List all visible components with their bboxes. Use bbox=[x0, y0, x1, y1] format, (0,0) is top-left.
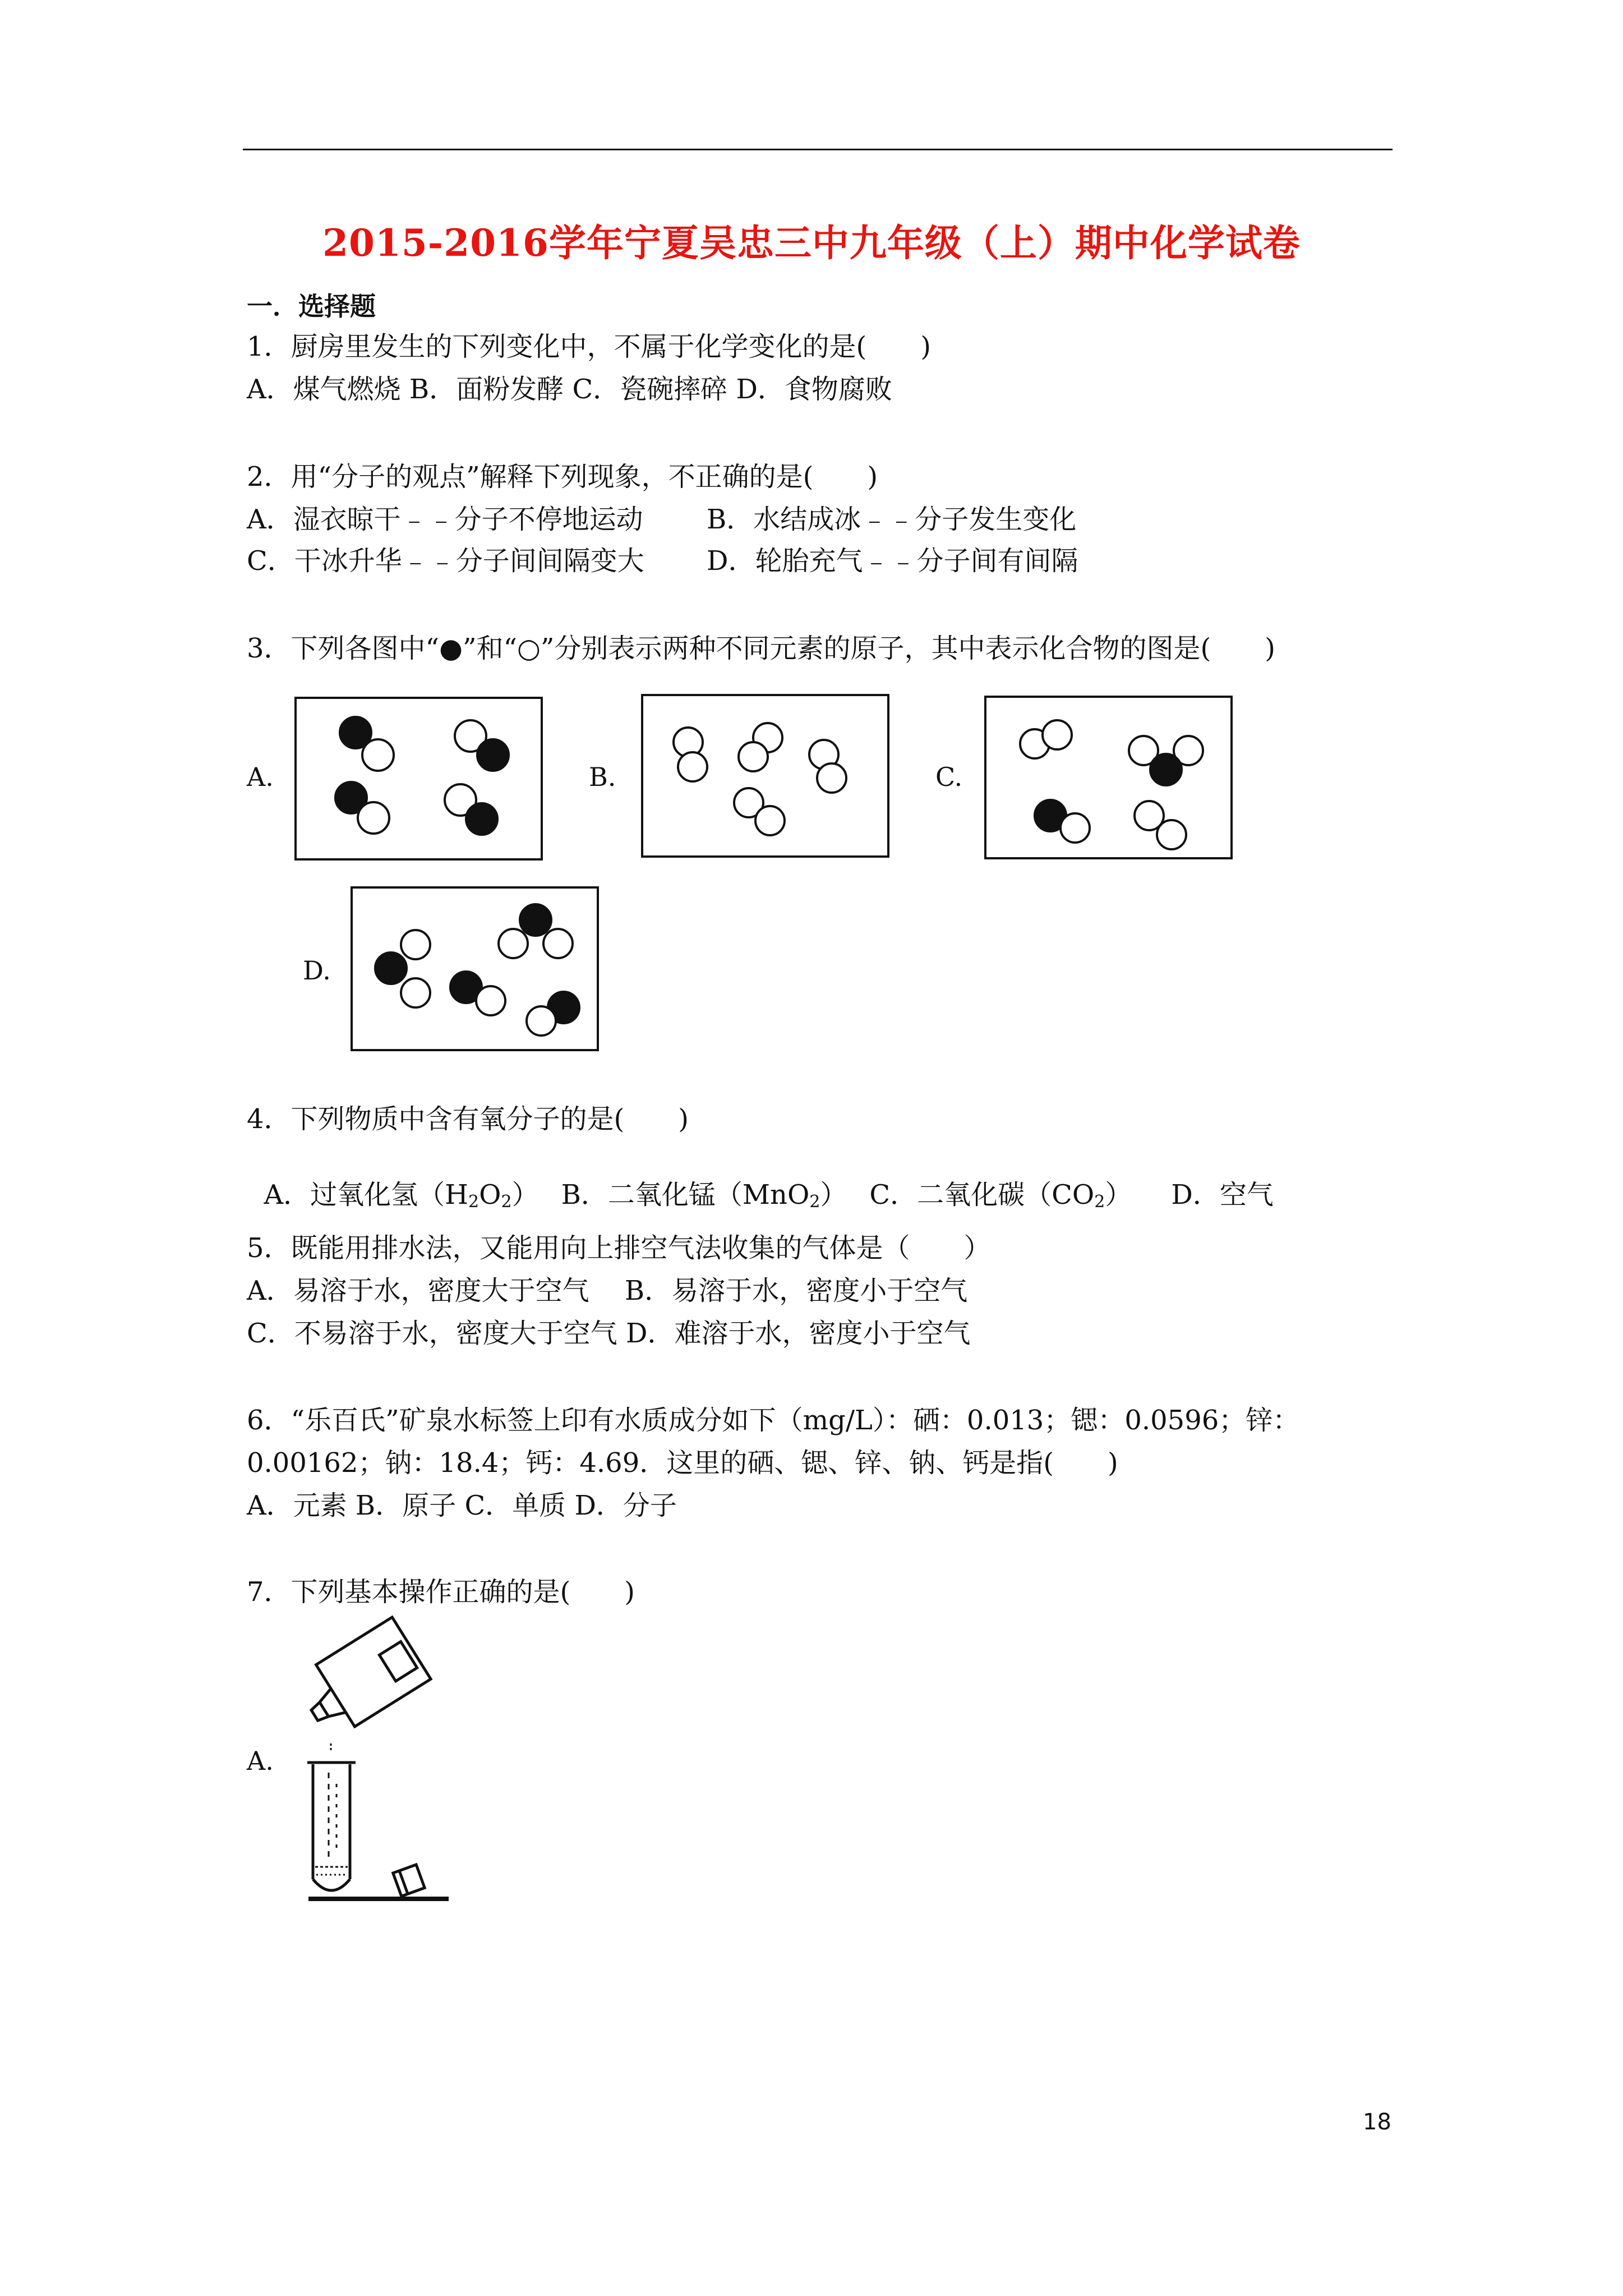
page-title: 2015-2016学年宁夏吴忠三中九年级（上）期中化学试卷 bbox=[322, 221, 1301, 265]
q5-options-line2: C．不易溶于水，密度大于空气 D．难溶于水，密度小于空气 bbox=[247, 1318, 971, 1349]
molecule-diagram-d bbox=[353, 889, 597, 1049]
q2-option-b: B．水结成冰﹣﹣分子发生变化 bbox=[707, 504, 1077, 535]
q4-option-a: A．过氧化氢$(H_2O_2)$ bbox=[264, 1179, 539, 1212]
molecule-diagram-b bbox=[643, 696, 887, 855]
q4-option-d: D．空气 bbox=[1171, 1179, 1274, 1211]
q3-box-a bbox=[294, 697, 543, 861]
lab-operation-pouring-liquid-illustration bbox=[292, 1616, 471, 1913]
q4-options bbox=[247, 1144, 1274, 1219]
q3-box-d bbox=[351, 886, 599, 1051]
q2-option-d: D．轮胎充气﹣﹣分子间有间隔 bbox=[707, 545, 1078, 577]
q3-box-b bbox=[641, 694, 889, 858]
q2-option-c: C．干冰升华﹣﹣分子间间隔变大 bbox=[247, 545, 644, 577]
q3-label-c: C. bbox=[935, 762, 963, 792]
q6-options: A．元素 B．原子 C．单质 D．分子 bbox=[247, 1490, 677, 1521]
q5-options-line1: A．易溶于水，密度大于空气 B．易溶于水，密度小于空气 bbox=[247, 1275, 968, 1306]
q3-label-d: D. bbox=[303, 955, 331, 986]
section-heading: 一．选择题 bbox=[247, 291, 376, 321]
header-rule bbox=[243, 149, 1393, 150]
q3-label-a: A. bbox=[247, 762, 274, 792]
page-number: 18 bbox=[1363, 2109, 1391, 2135]
q4-option-b: B．二氧化锰（MnO$_2$） bbox=[561, 1179, 847, 1212]
molecule-diagram-a bbox=[297, 699, 541, 858]
q7-stem: 7．下列基本操作正确的是( ) bbox=[247, 1576, 635, 1608]
q6-stem-line1: 6．“乐百氏”矿泉水标签上印有水质成分如下（mg/L）：硒：0.013；锶：0.0596；锌： bbox=[247, 1405, 1300, 1436]
q2-option-a: A．湿衣晾干﹣﹣分子不停地运动 bbox=[247, 504, 643, 535]
molecule-diagram-c bbox=[986, 698, 1230, 857]
q5-stem: 5．既能用排水法，又能用向上排空气法收集的气体是（ ） bbox=[247, 1232, 991, 1264]
q1-stem: 1．厨房里发生的下列变化中，不属于化学变化的是( ) bbox=[247, 331, 931, 362]
q2-stem: 2．用“分子的观点”解释下列现象，不正确的是( ) bbox=[247, 461, 878, 493]
q4-option-c: C．二氧化碳$(CO_2)$ bbox=[869, 1179, 1132, 1212]
q6-stem-line2: 0.00162；钠：18.4；钙：4.69．这里的硒、锶、锌、钠、钙是指( ) bbox=[247, 1447, 1118, 1479]
q7-label-a: A. bbox=[247, 1746, 274, 1776]
q1-options: A．煤气燃烧 B．面粉发酵 C．瓷碗摔碎 D．食物腐败 bbox=[247, 374, 892, 405]
q3-box-c bbox=[984, 696, 1233, 859]
q4-stem: 4．下列物质中含有氧分子的是( ) bbox=[247, 1103, 689, 1135]
q3-stem: 3．下列各图中“●”和“○”分别表示两种不同元素的原子，其中表示化合物的图是( ) bbox=[247, 633, 1275, 664]
q3-label-b: B. bbox=[589, 762, 616, 792]
